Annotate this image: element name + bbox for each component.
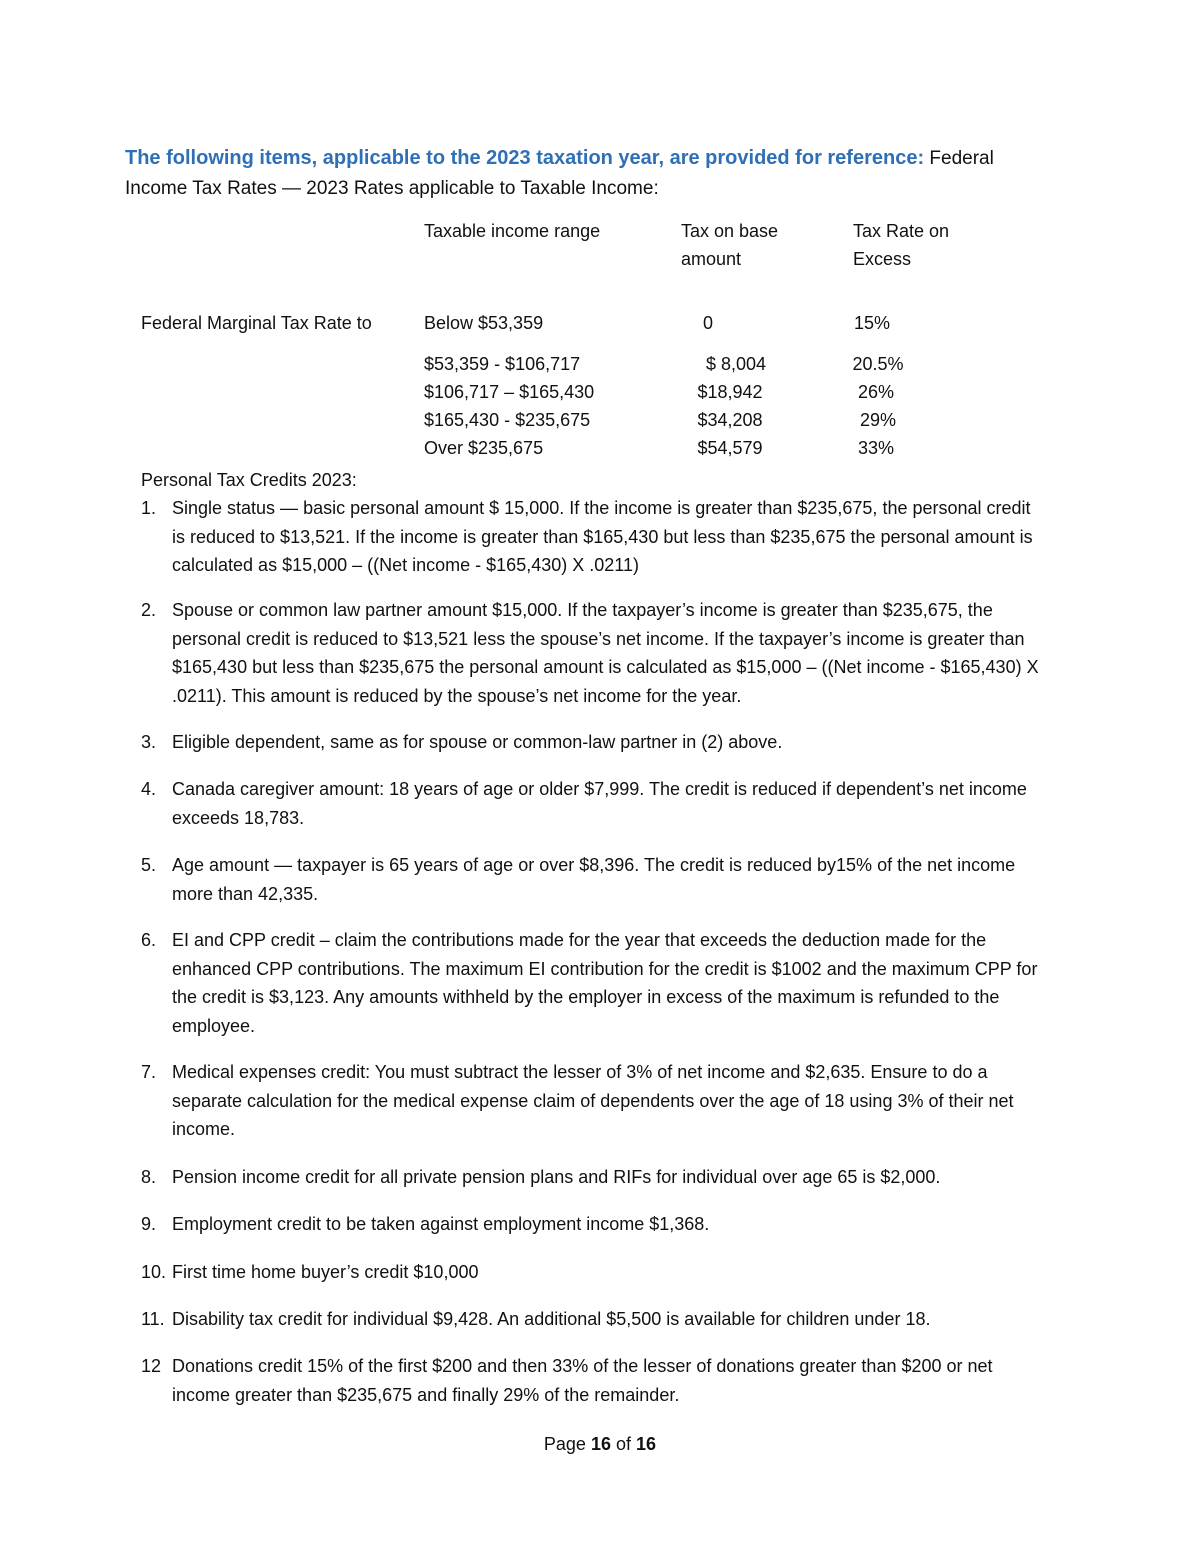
list-item-text: First time home buyer’s credit $10,000 [172,1262,479,1282]
credits-title: Personal Tax Credits 2023: [141,470,357,490]
list-item [141,1258,1046,1287]
table-cell-rate: 29% [859,410,897,430]
list-item [141,1210,1046,1239]
list-item [141,728,1046,757]
footer-page-number: 16 [590,1434,611,1454]
table-cell-rate: 20.5% [852,354,904,374]
table-cell-base: $18,942 [697,382,763,402]
footer-page-total: 16 [636,1434,657,1454]
row-label-federal-marginal: Federal Marginal Tax Rate to [141,313,372,333]
list-item [141,1058,1046,1144]
list-item [141,1163,1046,1192]
intro-text: Federal Income Tax Rates — 2023 Rates applicable to Taxable Income: [125,148,994,199]
list-item-text: Spouse or common law partner amount $15,000. If the taxpayer’s income is greater than $235,675, the personal credit is reduced to $13,521 less the spouse’s net income. If the taxpayer’s income is greater than $165,430 but less than $235,675 the personal amount is calculated as $15,000 – ((Net income - $165,430) X .0211). This amount is reduced by the spouse’s net income for the year. [172,600,1039,706]
list-item-number: 5. [141,855,157,875]
list-item-number: 7. [141,1062,157,1082]
list-item-number: 11. [141,1309,165,1329]
header-taxable-income-range: Taxable income range [424,221,601,241]
list-item [141,494,1046,580]
list-item-number: 10. [141,1262,167,1282]
header-tax-on-base-line2: amount [681,249,742,269]
intro-highlight: The following items, applicable to the 2023 taxation year, are provided for reference: [125,147,925,169]
list-item-text: EI and CPP credit – claim the contributions made for the year that exceeds the deduction made for the enhanced CPP contributions. The maximum EI contribution for the credit is $1002 and the maximum CPP for the credit is $3,123. Any amounts withheld by the employer in excess of the maximum is refunded to the employee. [172,930,1038,1036]
table-cell-base: $54,579 [697,438,763,458]
list-item-text: Disability tax credit for individual $9,428. An additional $5,500 is available for children under 18. [172,1309,931,1329]
list-item-number: 3. [141,732,157,752]
list-item-number: 2. [141,600,157,620]
list-item [141,1305,1046,1334]
header-tax-rate-line1: Tax Rate on [853,221,950,241]
footer-of-word: of [616,1434,632,1454]
list-item-number: 9. [141,1214,157,1234]
list-item-text: Employment credit to be taken against employment income $1,368. [172,1214,710,1234]
list-item [141,1352,1046,1409]
list-item [141,851,1046,908]
intro-paragraph [125,143,1055,204]
list-item [141,596,1046,710]
list-item-text: Age amount — taxpayer is 65 years of age or over $8,396. The credit is reduced by15% of the net income more than 42,335. [172,855,1016,904]
list-item-number: 4. [141,779,157,799]
header-tax-rate-line2: Excess [853,249,912,269]
list-item-text: Donations credit 15% of the first $200 and then 33% of the lesser of donations greater than $200 or net income greater than $235,675 and finally 29% of the remainder. [172,1356,993,1405]
table-cell-base: 0 [702,313,713,333]
table-cell-range: $53,359 - $106,717 [424,354,581,374]
list-item-text: Eligible dependent, same as for spouse or common-law partner in (2) above. [172,732,783,752]
list-item-text: Pension income credit for all private pension plans and RIFs for individual over age 65 is $2,000. [172,1167,941,1187]
table-cell-range: $106,717 – $165,430 [424,382,595,402]
list-item-text: Single status — basic personal amount $ 15,000. If the income is greater than $235,675, the personal credit is reduced to $13,521. If the income is greater than $165,430 but less than $235,675 the personal amount is calculated as $15,000 – ((Net income - $165,430) X .0211) [172,498,1033,575]
table-cell-rate: 33% [857,438,895,458]
table-cell-rate: 15% [853,313,891,333]
list-item-text: Canada caregiver amount: 18 years of age or older $7,999. The credit is reduced if dependent’s net income exceeds 18,783. [172,779,1027,828]
page-footer [0,1430,1200,1458]
table-cell-range: Below $53,359 [424,313,544,333]
header-tax-on-base-line1: Tax on base [681,221,779,241]
list-item-text: Medical expenses credit: You must subtract the lesser of 3% of net income and $2,635. Ensure to do a separate calculation for the medical expense claim of dependents over the age of 18 using 3% of their net income. [172,1062,1014,1139]
list-item-number: 6. [141,930,157,950]
list-item-number: 8. [141,1167,157,1187]
list-item-number: 12 [141,1356,162,1376]
table-cell-base: $ 8,004 [705,354,767,374]
list-item [141,775,1046,832]
table-cell-range: Over $235,675 [424,438,544,458]
table-cell-range: $165,430 - $235,675 [424,410,591,430]
list-item-number: 1. [141,498,157,518]
table-cell-rate: 26% [857,382,895,402]
table-cell-base: $34,208 [697,410,763,430]
footer-page-word: Page [543,1434,586,1454]
list-item [141,926,1046,1040]
